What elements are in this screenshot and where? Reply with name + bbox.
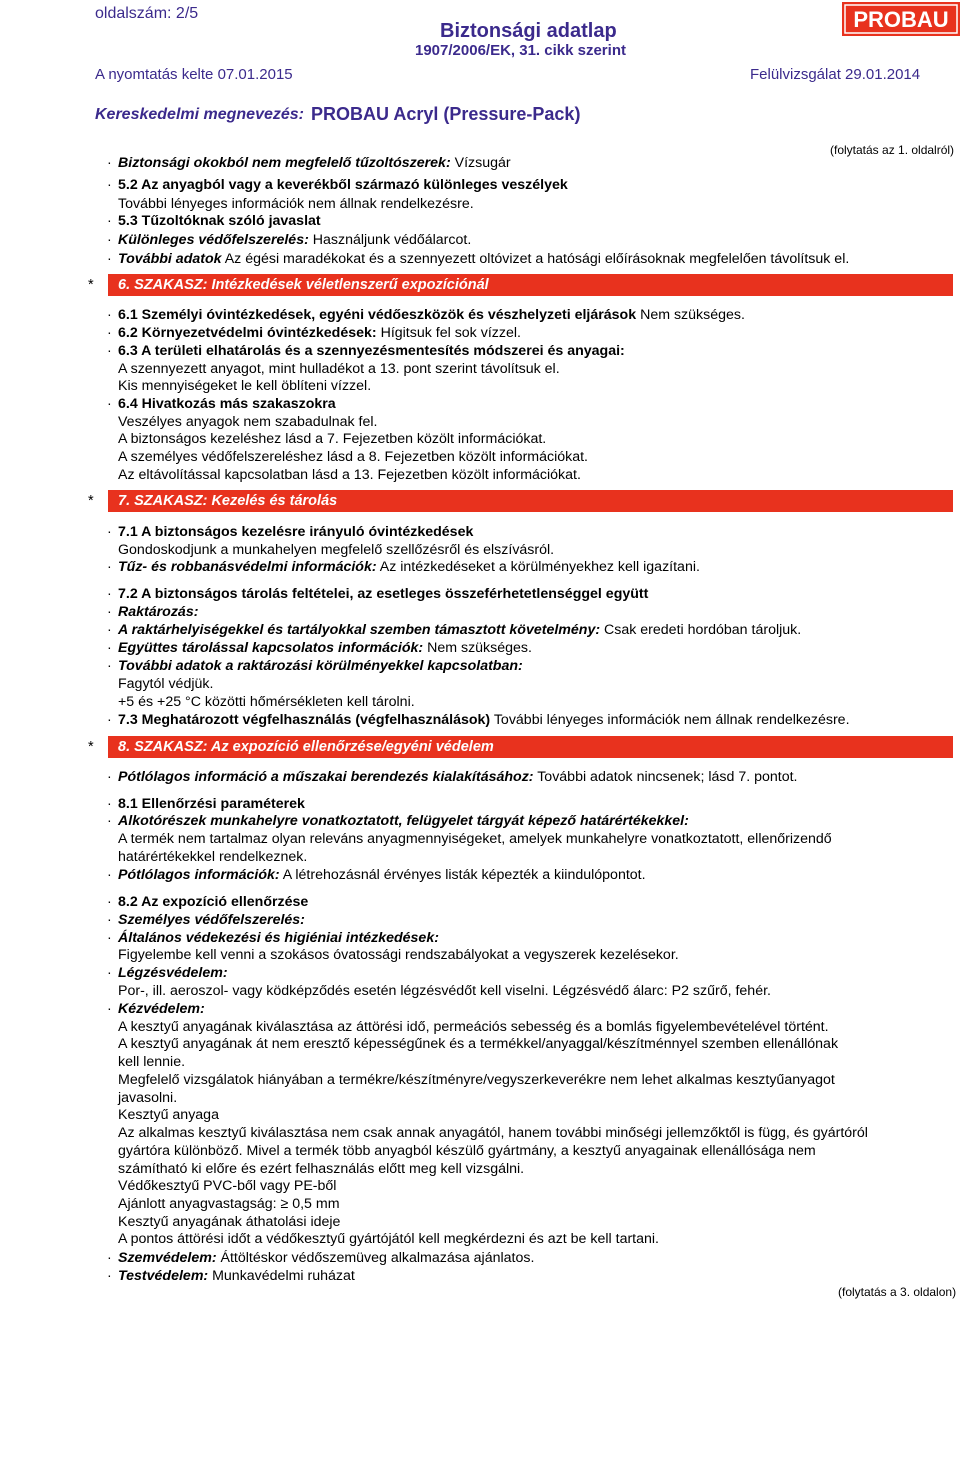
line-text: A kesztyű anyagának kiválasztása az áttörési idő, permeációs sebesség és a bomlás figyelembevételével történt. — [118, 1019, 829, 1035]
line-text: A biztonságos kezeléshez lásd a 7. Fejezetben közölt információkat. — [118, 431, 547, 447]
line-text: Gondoskodjunk a munkahelyen megfelelő szellőzésről és elszívásról. — [118, 542, 555, 558]
text-line — [0, 585, 960, 603]
bullet: · — [107, 524, 112, 540]
text-line — [0, 1249, 960, 1267]
line-content — [118, 1230, 659, 1248]
line-label: 5.2 Az anyagból vagy a keverékből származó különleges veszélyek — [118, 177, 568, 193]
line-label: 6.2 Környezetvédelmi óvintézkedések: — [118, 325, 377, 341]
line-label: 7.1 A biztonságos kezelésre irányuló óvintézkedések — [118, 524, 474, 540]
line-label: Pótlólagos információ a műszakai berendezés kialakításához: — [118, 769, 534, 785]
line-text: Munkavédelmi ruházat — [208, 1268, 355, 1284]
line-text: számítható ki előre és ezért felhasználás előtt meg kell vizsgálni. — [118, 1161, 525, 1177]
product-name: PROBAU Acryl (Pressure-Pack) — [311, 104, 581, 124]
line-content — [118, 1142, 816, 1160]
text-line — [0, 866, 960, 884]
line-label: 7.2 A biztonságos tárolás feltételei, az esetleges összeférhetetlenséggel együtt — [118, 586, 649, 602]
line-text: Használjunk védőálarcot. — [308, 232, 472, 248]
line-content — [118, 231, 471, 249]
text-line — [0, 1053, 960, 1071]
line-text: További adatok nincsenek; lásd 7. pontot. — [533, 769, 798, 785]
bullet: · — [107, 251, 112, 267]
line-text: Fagytól védjük. — [118, 676, 214, 692]
line-text: Az intézkedéseket a körülményekhez kell igazítani. — [376, 559, 700, 575]
bullet: · — [107, 930, 112, 946]
line-label: Raktározás: — [118, 604, 199, 620]
text-line — [0, 1230, 960, 1248]
section-6-header — [108, 274, 953, 296]
continued-to: (folytatás a 3. oldalon) — [838, 1285, 957, 1299]
line-content — [118, 795, 305, 813]
line-text: Megfelelő vizsgálatok hiányában a termékre/készítményre/vegyszerkeverékre nem lehet alkalmas kesztyűanyagot — [118, 1072, 835, 1088]
line-text: Kis mennyiségeket le kell öblíteni vízzel. — [118, 378, 372, 394]
text-line — [0, 657, 960, 675]
bullet: · — [107, 658, 112, 674]
text-line — [0, 430, 960, 448]
text-line — [0, 360, 960, 378]
bullet: · — [107, 1268, 112, 1284]
text-line — [0, 946, 960, 964]
text-line — [0, 231, 960, 249]
text-line — [0, 639, 960, 657]
line-content — [118, 523, 473, 541]
line-label: 6.4 Hivatkozás más szakaszokra — [118, 396, 336, 412]
text-line — [0, 154, 960, 172]
line-content — [118, 1035, 838, 1053]
line-content — [118, 657, 523, 675]
line-label: 8.2 Az expozíció ellenőrzése — [118, 894, 309, 910]
text-line — [0, 1035, 960, 1053]
text-line — [0, 711, 960, 729]
section-8-header — [108, 736, 953, 758]
line-content — [118, 675, 213, 693]
text-line — [0, 212, 960, 230]
line-content — [118, 768, 798, 786]
text-line — [0, 693, 960, 711]
line-content — [118, 1213, 340, 1231]
line-content — [118, 603, 198, 621]
line-content — [118, 377, 371, 395]
line-text: Figyelembe kell venni a szokásos óvatossági rendszabályokat a vegyszerek kezelésekor. — [118, 947, 679, 963]
text-line — [0, 541, 960, 559]
line-content — [118, 1160, 524, 1178]
bullet: · — [107, 867, 112, 883]
line-text: Hígitsuk fel sok vízzel. — [376, 325, 521, 341]
bullet: · — [107, 622, 112, 638]
text-line — [0, 176, 960, 194]
line-content — [118, 466, 581, 484]
line-text: Kesztyű anyagának áthatolási ideje — [118, 1214, 341, 1230]
line-content — [118, 1195, 340, 1213]
text-line — [0, 466, 960, 484]
line-text: Áttöltéskor védőszemüveg alkalmazása ajánlatos. — [216, 1250, 535, 1266]
bullet: · — [107, 813, 112, 829]
text-line — [0, 324, 960, 342]
line-content — [118, 1106, 219, 1124]
bullet: · — [107, 796, 112, 812]
text-line — [0, 523, 960, 541]
line-text: Az alkalmas kesztyű kiválasztása nem csak annak anyagától, hanem további minőségi jellemzőktől is függ, és gyártóról — [118, 1125, 868, 1141]
text-line — [0, 1018, 960, 1036]
text-line — [0, 911, 960, 929]
line-content — [118, 448, 588, 466]
text-line — [0, 306, 960, 324]
text-line — [0, 848, 960, 866]
bullet: · — [107, 396, 112, 412]
line-content — [118, 430, 546, 448]
line-text: Veszélyes anyagok nem szabadulnak fel. — [118, 414, 378, 430]
line-content — [118, 621, 801, 639]
change-marker: * — [88, 277, 94, 293]
line-content — [118, 693, 415, 711]
text-line — [0, 1124, 960, 1142]
change-marker: * — [88, 739, 94, 755]
text-line — [0, 1089, 960, 1107]
text-line — [0, 1213, 960, 1231]
text-line — [0, 1106, 960, 1124]
product-label: Kereskedelmi megnevezés: — [95, 106, 304, 123]
bullet: · — [107, 586, 112, 602]
section-6-title: 6. SZAKASZ: Intézkedések véletlenszerű expozíciónál — [118, 277, 489, 293]
bullet: · — [107, 155, 112, 171]
text-line — [0, 558, 960, 576]
bullet: · — [107, 965, 112, 981]
line-label: 7.3 Meghatározott végfelhasználás (végfelhasználások) — [118, 712, 491, 728]
line-content — [118, 1053, 185, 1071]
line-content — [118, 1089, 177, 1107]
bullet: · — [107, 559, 112, 575]
bullet: · — [107, 894, 112, 910]
bullet: · — [107, 712, 112, 728]
text-line — [0, 1267, 960, 1285]
text-line — [0, 1000, 960, 1018]
line-content — [118, 1267, 355, 1285]
section-8-title: 8. SZAKASZ: Az expozíció ellenőrzése/egyéni védelem — [118, 739, 494, 755]
text-line — [0, 982, 960, 1000]
line-label: Szemvédelem: — [118, 1250, 217, 1266]
line-text: Por-, ill. aeroszol- vagy ködképződés esetén légzésvédőt kell viselni. Légzésvédő álarc: P2 szűrő, fehér. — [118, 983, 771, 999]
line-text: Kesztyű anyaga — [118, 1107, 219, 1123]
line-label: Alkotórészek munkahelyre vonatkoztatott, felügyelet tárgyát képező határértékekkel: — [118, 813, 689, 829]
text-line — [0, 1195, 960, 1213]
text-line — [0, 675, 960, 693]
line-content — [118, 929, 439, 947]
line-text: Nem szükséges. — [636, 307, 745, 323]
line-label: Biztonsági okokból nem megfelelő tűzoltószerek: — [118, 155, 451, 171]
line-content — [118, 585, 648, 603]
line-content — [118, 558, 700, 576]
line-content — [118, 830, 832, 848]
line-content — [118, 195, 474, 213]
probau-logo — [842, 2, 960, 36]
document-title: Biztonsági adatlap — [440, 20, 617, 42]
bullet: · — [107, 1001, 112, 1017]
text-line — [0, 448, 960, 466]
line-label: További adatok a raktározási körülményekkel kapcsolatban: — [118, 658, 523, 674]
line-text: Csak eredeti hordóban tároljuk. — [600, 622, 802, 638]
line-label: 8.1 Ellenőrzési paraméterek — [118, 796, 305, 812]
text-line — [0, 929, 960, 947]
line-label: Általános védekezési és higiéniai intézkedések: — [118, 930, 439, 946]
line-text: A kesztyű anyagának át nem eresztő képességűnek és a termékkel/anyaggal/készítménnyel szemben ellenállónak — [118, 1036, 839, 1052]
line-content — [118, 1000, 205, 1018]
line-text: A létrehozásnál érvényes listák képezték a kiindulópontot. — [279, 867, 646, 883]
change-marker: * — [88, 493, 94, 509]
line-text: kell lennie. — [118, 1054, 186, 1070]
text-line — [0, 1142, 960, 1160]
line-text: határértékekkel rendelkeznek. — [118, 849, 308, 865]
bullet: · — [107, 1250, 112, 1266]
line-content — [118, 212, 321, 230]
text-line — [0, 964, 960, 982]
bullet: · — [107, 343, 112, 359]
text-line — [0, 395, 960, 413]
line-content — [118, 541, 554, 559]
line-label: Kézvédelem: — [118, 1001, 205, 1017]
continued-from: (folytatás az 1. oldalról) — [830, 143, 955, 157]
line-content — [118, 848, 307, 866]
line-text: Az eltávolítással kapcsolatban lásd a 13. Fejezetben közölt információkat. — [118, 467, 581, 483]
line-label: Együttes tárolással kapcsolatos információk: — [118, 640, 424, 656]
text-line — [0, 413, 960, 431]
line-content — [118, 812, 689, 830]
text-line — [0, 812, 960, 830]
bullet: · — [107, 232, 112, 248]
bullet: · — [107, 213, 112, 229]
line-text: Az égési maradékokat és a szennyezett oltóvizet a hatósági előírásoknak megfelelően távolítsuk el. — [221, 251, 850, 267]
bullet: · — [107, 604, 112, 620]
text-line — [0, 377, 960, 395]
section-7-header — [108, 490, 953, 512]
text-line — [0, 1160, 960, 1178]
line-label: Különleges védőfelszerelés: — [118, 232, 309, 248]
page-number: oldalszám: 2/5 — [95, 5, 199, 22]
line-text: +5 és +25 °C közötti hőmérsékleten kell tárolni. — [118, 694, 415, 710]
line-text: javasolni. — [118, 1090, 178, 1106]
line-content — [118, 711, 850, 729]
line-content — [118, 413, 377, 431]
text-line — [0, 195, 960, 213]
line-content — [118, 1177, 336, 1195]
bullet: · — [107, 912, 112, 928]
line-content — [118, 176, 568, 194]
line-content — [118, 964, 228, 982]
text-line — [0, 795, 960, 813]
bullet: · — [107, 640, 112, 656]
line-text: További lényeges információk nem állnak rendelkezésre. — [118, 196, 474, 212]
text-line — [0, 893, 960, 911]
line-content — [118, 893, 308, 911]
text-line — [0, 621, 960, 639]
bullet: · — [107, 177, 112, 193]
line-content — [118, 911, 305, 929]
line-label: Személyes védőfelszerelés: — [118, 912, 305, 928]
line-content — [118, 639, 532, 657]
line-text: A termék nem tartalmaz olyan releváns anyagmennyiségeket, amelyek munkahelyre vonatkoztatott, ellenőrizendő — [118, 831, 832, 847]
line-text: Védőkesztyű PVC-ből vagy PE-ből — [118, 1178, 337, 1194]
line-content — [118, 250, 849, 268]
line-content — [118, 1018, 829, 1036]
text-line — [0, 603, 960, 621]
text-line — [0, 250, 960, 268]
regulation: 1907/2006/EK, 31. cikk szerint — [415, 42, 626, 59]
line-label: A raktárhelyiségekkel és tartályokkal szemben támasztott követelmény: — [118, 622, 601, 638]
bullet: · — [107, 307, 112, 323]
line-label: Légzésvédelem: — [118, 965, 228, 981]
line-label: Testvédelem: — [118, 1268, 209, 1284]
svg-text:PROBAU: PROBAU — [853, 7, 949, 32]
line-content — [118, 360, 560, 378]
line-text: gyártóra különböző. Mivel a termék több anyagból készülő gyártmány, a kesztyű anyagainak ellenállósága nem — [118, 1143, 816, 1159]
section-7-title: 7. SZAKASZ: Kezelés és tárolás — [118, 493, 338, 509]
line-label: 5.3 Tűzoltóknak szóló javaslat — [118, 213, 321, 229]
bullet: · — [107, 769, 112, 785]
line-label: 6.3 A területi elhatárolás és a szennyezésmentesítés módszerei és anyagai: — [118, 343, 625, 359]
line-text: A szennyezett anyagot, mint hulladékot a 13. pont szerint távolítsuk el. — [118, 361, 560, 377]
line-content — [118, 1124, 868, 1142]
line-content — [118, 1071, 835, 1089]
line-content — [118, 946, 679, 964]
line-label: 6.1 Személyi óvintézkedések, egyéni védőeszközök és vészhelyzeti eljárások — [118, 307, 637, 323]
line-text: Ajánlott anyagvastagság: ≥ 0,5 mm — [118, 1196, 340, 1212]
line-content — [118, 395, 336, 413]
text-line — [0, 1177, 960, 1195]
bullet: · — [107, 325, 112, 341]
text-line — [0, 1071, 960, 1089]
line-content — [118, 154, 511, 172]
line-text: Nem szükséges. — [423, 640, 532, 656]
print-date: A nyomtatás kelte 07.01.2015 — [95, 66, 293, 83]
line-label: Tűz- és robbanásvédelmi információk: — [118, 559, 377, 575]
line-text: Vízsugár — [450, 155, 511, 171]
line-content — [118, 306, 745, 324]
line-text: További lényeges információk nem állnak rendelkezésre. — [490, 712, 850, 728]
line-text: A személyes védőfelszereléshez lásd a 8. Fejezetben közölt információkat. — [118, 449, 589, 465]
text-line — [0, 830, 960, 848]
line-label: További adatok — [118, 251, 222, 267]
line-content — [118, 324, 521, 342]
line-text: A pontos áttörési időt a védőkesztyű gyártójától kell megkérdezni és azt be kell tartani. — [118, 1231, 659, 1247]
line-content — [118, 866, 646, 884]
text-line — [0, 342, 960, 360]
revision-date: Felülvizsgálat 29.01.2014 — [750, 66, 921, 83]
line-content — [118, 982, 771, 1000]
line-content — [118, 342, 625, 360]
text-line — [0, 768, 960, 786]
line-label: Pótlólagos információk: — [118, 867, 280, 883]
line-content — [118, 1249, 534, 1267]
